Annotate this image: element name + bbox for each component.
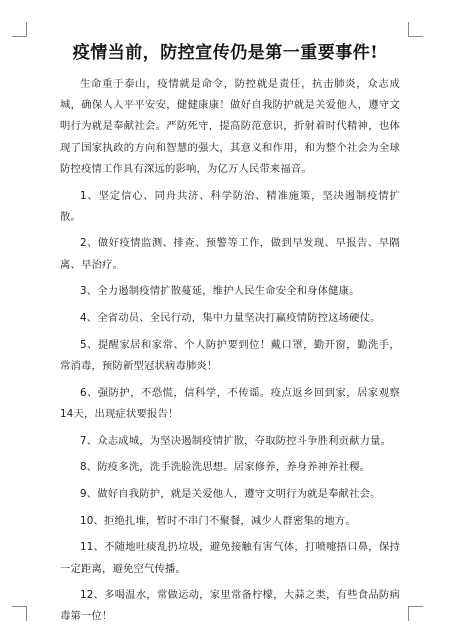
document-title: 疫情当前，防控宣传仍是第一重要事件! xyxy=(72,43,379,63)
document-body xyxy=(60,74,400,633)
list-item: 2、做好疫情监测、排查、预警等工作，做到早发现、早报告、早隔离、早治疗。 xyxy=(60,237,400,271)
list-item: 1、坚定信心、同舟共济、科学防治、精准施策，坚决遏制疫情扩散。 xyxy=(60,189,400,223)
list-item: 9、做好自我防护，就是关爱他人，遵守文明行为就是奉献社会。 xyxy=(80,487,381,500)
list-item: 4、全省动员、全民行动，集中力量坚决打赢疫情防控这场硬仗。 xyxy=(80,312,381,325)
crop-mark-bottom-right xyxy=(408,606,423,621)
list-item: 8、防疫多洗，洗手洗脸洗思想。居家修养，养身养神养社稷。 xyxy=(80,461,371,474)
list-item: 3、全力遏制疫情扩散蔓延，维护人民生命安全和身体健康。 xyxy=(80,285,360,298)
list-item: 6、强防护，不恐慌，信科学，不传谣。疫点返乡回到家，居家观察14天，出现症状要报告！ xyxy=(60,386,400,420)
crop-mark-top-left xyxy=(12,22,27,37)
crop-mark-bottom-left xyxy=(12,606,27,621)
list-item: 7、众志成城，为坚决遏制疫情扩散，夺取防控斗争胜利贡献力量。 xyxy=(80,434,392,447)
list-item: 5、提醒家居和家常、个人防护要到位！戴口罩，勤开窗，勤洗手，常消毒，预防新型冠状病毒肺炎！ xyxy=(60,338,400,372)
crop-mark-top-right xyxy=(408,22,423,37)
list-item: 11、不随地吐痰乱扔垃圾，避免接触有害气体，打喷嚏捂口鼻，保持一定距离，避免空气传播。 xyxy=(60,541,400,575)
intro-paragraph: 生命重于泰山，疫情就是命令，防控就是责任，抗击肺炎，众志成城，确保人人平平安安，健健康康！做好自我防护就是关爱他人，遵守文明行为就是奉献社会。严防死守，提高防范意识，折射着时代精神，也体现了国家执政的方向和智慧的强大，其意义和作用，和为整个社会为全球防控疫情工作具有深远的影响，为亿万人民带来福音。 xyxy=(60,78,400,175)
list-item: 12、多喝温水，常做运动，家里常备柠檬，大蒜之类，有些食品防病毒第一位！ xyxy=(60,589,400,623)
list-item: 10、拒绝扎堆，暂时不串门不聚餐，减少人群密集的地方。 xyxy=(80,514,356,527)
